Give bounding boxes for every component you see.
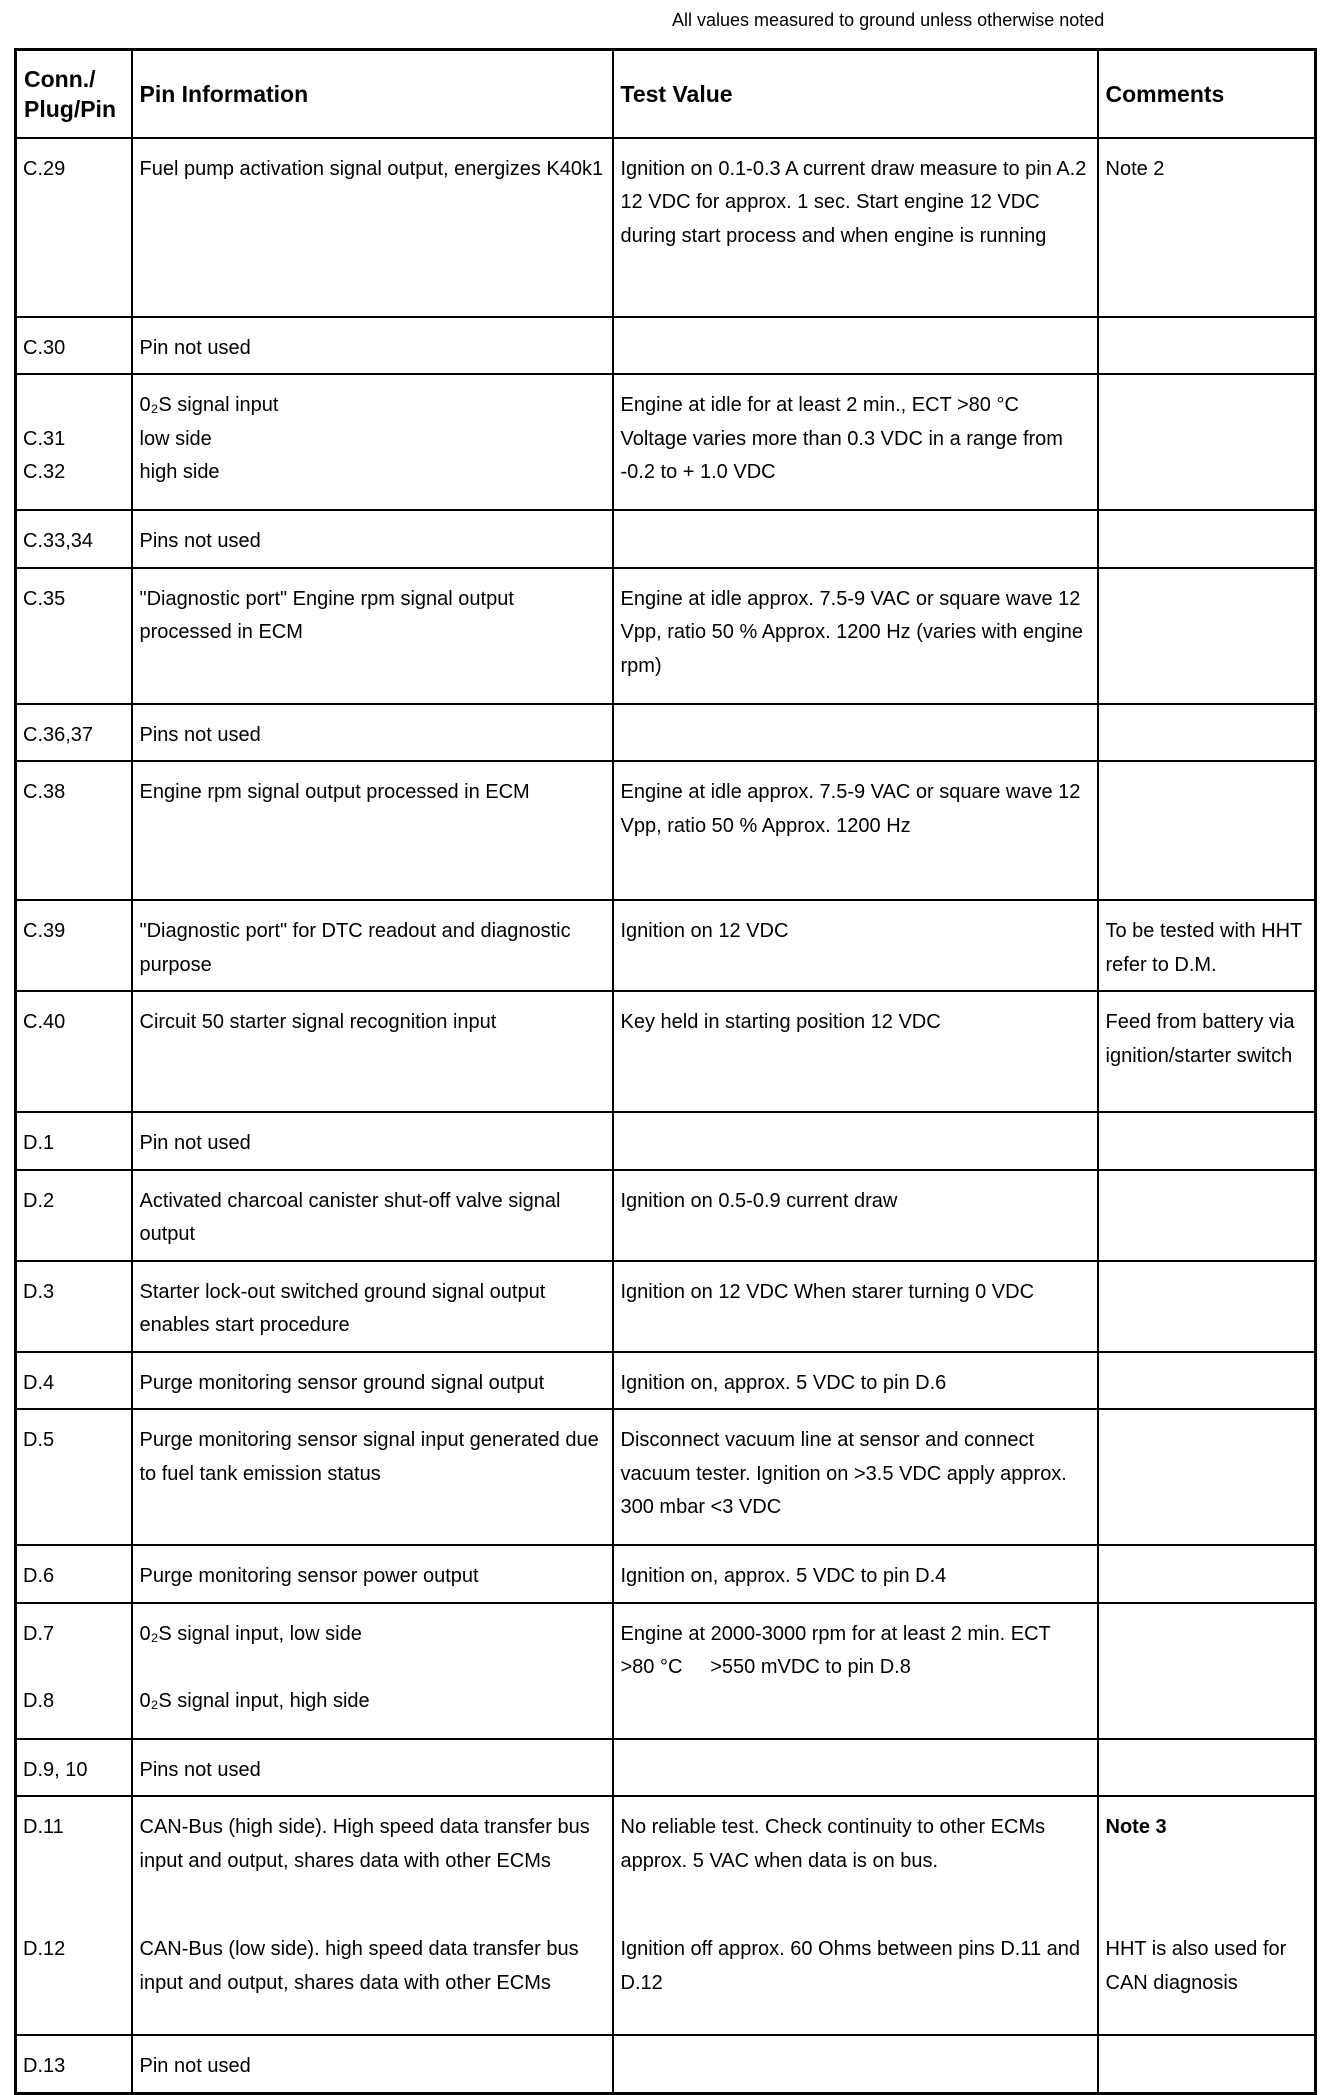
table-row [16, 138, 1316, 317]
info-line: CAN-Bus (high side). High speed data transfer bus input and output, shares data with other ECMs [139, 1816, 590, 1872]
test-cell: Ignition on, approx. 5 VDC to pin D.4 [613, 1545, 1098, 1603]
test-line: No reliable test. Check continuity to other ECMs approx. 5 VAC when data is on bus. [620, 1816, 1046, 1872]
test-cell: Ignition on 0.1-0.3 A current draw measure to pin A.2 12 VDC for approx. 1 sec. Start engine 12 VDC during start process and when engine is running [613, 138, 1098, 317]
test-cell [613, 704, 1098, 762]
comments-cell [1098, 2035, 1316, 2093]
test-cell: Ignition on 12 VDC When starer turning 0 VDC [613, 1261, 1098, 1352]
header-test-value: Test Value [613, 50, 1098, 138]
comments-cell [1098, 1261, 1316, 1352]
test-cell: Engine at 2000-3000 rpm for at least 2 min. ECT >80 °C >550 mVDC to pin D.8 [613, 1603, 1098, 1739]
comments-cell [1098, 1352, 1316, 1410]
header-row [16, 50, 1316, 138]
comments-line: HHT is also used for CAN diagnosis [1105, 1938, 1287, 1994]
pin-cell [16, 374, 132, 510]
pin-label: D.12 [23, 1938, 66, 1960]
table-row [16, 1261, 1316, 1352]
pin-cell: C.35 [16, 568, 132, 704]
test-line: Ignition off approx. 60 Ohms between pins D.11 and D.12 [620, 1938, 1081, 1994]
table-row [16, 1603, 1316, 1739]
comments-cell [1098, 1170, 1316, 1261]
header-pin: Conn./ Plug/Pin [16, 50, 132, 138]
info-cell: Pins not used [132, 1739, 613, 1797]
table-row [16, 374, 1316, 510]
comments-cell [1098, 317, 1316, 375]
info-cell: Purge monitoring sensor ground signal output [132, 1352, 613, 1410]
pin-cell [16, 1796, 132, 2035]
info-cell [132, 374, 613, 510]
pin-cell: D.2 [16, 1170, 132, 1261]
test-cell [613, 2035, 1098, 2093]
info-cell: Engine rpm signal output processed in ECM [132, 761, 613, 900]
comments-cell [1098, 1603, 1316, 1739]
test-cell: Ignition on, approx. 5 VDC to pin D.6 [613, 1352, 1098, 1410]
info-cell [132, 1796, 613, 2035]
info-line: 0₂S signal input [139, 394, 279, 416]
info-line: high side [139, 461, 220, 483]
info-line: CAN-Bus (low side). high speed data transfer bus input and output, shares data with other ECMs [139, 1938, 579, 1994]
table-row [16, 1409, 1316, 1545]
table-row [16, 1170, 1316, 1261]
pin-cell: C.33,34 [16, 510, 132, 568]
info-cell: Activated charcoal canister shut-off valve signal output [132, 1170, 613, 1261]
pin-cell [16, 1603, 132, 1739]
table-row [16, 1545, 1316, 1603]
pin-label: D.11 [23, 1816, 64, 1838]
info-cell: "Diagnostic port" Engine rpm signal output processed in ECM [132, 568, 613, 704]
pin-cell: D.4 [16, 1352, 132, 1410]
test-cell: Engine at idle approx. 7.5-9 VAC or square wave 12 Vpp, ratio 50 % Approx. 1200 Hz [613, 761, 1098, 900]
pin-cell: C.36,37 [16, 704, 132, 762]
measurement-note: All values measured to ground unless otherwise noted [672, 10, 1105, 30]
pin-cell: C.38 [16, 761, 132, 900]
table-row [16, 991, 1316, 1112]
pin-cell: C.40 [16, 991, 132, 1112]
pin-cell: C.39 [16, 900, 132, 991]
table-row [16, 568, 1316, 704]
info-cell: Fuel pump activation signal output, energizes K40k1 [132, 138, 613, 317]
info-line: low side [139, 427, 212, 450]
test-cell [613, 510, 1098, 568]
comments-line: Note 3 [1105, 1816, 1167, 1838]
test-cell: Disconnect vacuum line at sensor and connect vacuum tester. Ignition on >3.5 VDC apply approx. 300 mbar <3 VDC [613, 1409, 1098, 1545]
info-cell: Starter lock-out switched ground signal output enables start procedure [132, 1261, 613, 1352]
table-row [16, 1352, 1316, 1410]
pin-cell: D.13 [16, 2035, 132, 2093]
test-cell: Ignition on 12 VDC [613, 900, 1098, 991]
comments-cell [1098, 1112, 1316, 1170]
pin-label: D.8 [23, 1689, 55, 1712]
info-cell [132, 1603, 613, 1739]
pin-label: C.32 [23, 461, 66, 483]
comments-cell [1098, 510, 1316, 568]
test-cell [613, 1739, 1098, 1797]
test-cell: Key held in starting position 12 VDC [613, 991, 1098, 1112]
pin-cell: D.6 [16, 1545, 132, 1603]
test-cell: Engine at idle for at least 2 min., ECT >80 °C Voltage varies more than 0.3 VDC in a range from -0.2 to + 1.0 VDC [613, 374, 1098, 510]
pin-cell: D.3 [16, 1261, 132, 1352]
pin-cell: D.1 [16, 1112, 132, 1170]
info-cell: Pin not used [132, 2035, 613, 2093]
comments-cell [1098, 374, 1316, 510]
table-row [16, 2035, 1316, 2093]
table-row [16, 900, 1316, 991]
comments-cell: Feed from battery via ignition/starter switch [1098, 991, 1316, 1112]
comments-cell [1098, 568, 1316, 704]
pin-cell: D.5 [16, 1409, 132, 1545]
test-cell: Ignition on 0.5-0.9 current draw [613, 1170, 1098, 1261]
pin-cell: C.30 [16, 317, 132, 375]
table-row [16, 1796, 1316, 2035]
comments-cell: To be tested with HHT refer to D.M. [1098, 900, 1316, 991]
pin-cell: D.9, 10 [16, 1739, 132, 1797]
info-cell: "Diagnostic port" for DTC readout and diagnostic purpose [132, 900, 613, 991]
header-pin-information: Pin Information [132, 50, 613, 138]
pin-cell: C.29 [16, 138, 132, 317]
test-cell [613, 1796, 1098, 2035]
comments-cell [1098, 1409, 1316, 1545]
comments-cell [1098, 761, 1316, 900]
info-cell: Pins not used [132, 510, 613, 568]
comments-cell: Note 2 [1098, 138, 1316, 317]
test-cell [613, 317, 1098, 375]
info-cell: Purge monitoring sensor power output [132, 1545, 613, 1603]
test-cell [613, 1112, 1098, 1170]
info-cell: Circuit 50 starter signal recognition input [132, 991, 613, 1112]
test-cell: Engine at idle approx. 7.5-9 VAC or square wave 12 Vpp, ratio 50 % Approx. 1200 Hz (varies with engine rpm) [613, 568, 1098, 704]
table-row [16, 510, 1316, 568]
table-row [16, 1112, 1316, 1170]
info-cell: Purge monitoring sensor signal input generated due to fuel tank emission status [132, 1409, 613, 1545]
info-line: 0₂S signal input, low side [139, 1622, 362, 1645]
pin-label: C.31 [23, 427, 66, 450]
header-comments: Comments [1098, 50, 1316, 138]
comments-cell [1098, 1796, 1316, 2035]
table-row [16, 704, 1316, 762]
comments-cell [1098, 1739, 1316, 1797]
table-row [16, 1739, 1316, 1797]
comments-cell [1098, 704, 1316, 762]
pin-table [14, 48, 1317, 2095]
info-line: 0₂S signal input, high side [139, 1689, 370, 1712]
info-cell: Pins not used [132, 704, 613, 762]
info-cell: Pin not used [132, 317, 613, 375]
table-row [16, 761, 1316, 900]
info-cell: Pin not used [132, 1112, 613, 1170]
table-row [16, 317, 1316, 375]
comments-cell [1098, 1545, 1316, 1603]
pin-label: D.7 [23, 1622, 55, 1645]
